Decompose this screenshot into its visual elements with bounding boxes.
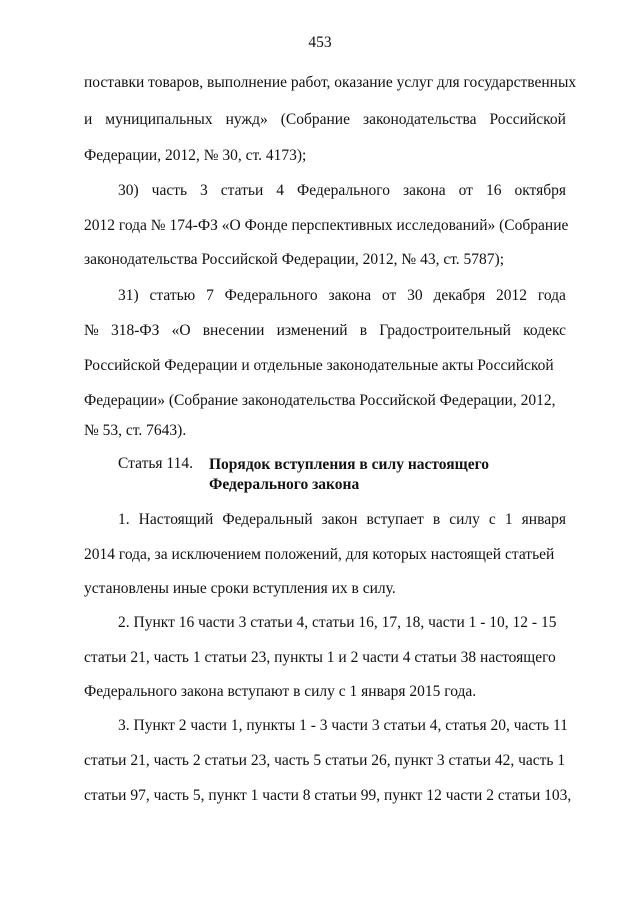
word: декабря (433, 287, 486, 304)
word: 7 (206, 287, 214, 304)
word: Федерального (296, 182, 390, 199)
word: нужд» (225, 111, 268, 128)
article-label: Статья 114. (118, 455, 193, 472)
text-line-justified (118, 510, 566, 530)
word: в (359, 322, 368, 339)
word: 4 (276, 182, 284, 199)
word: 16 (485, 182, 502, 199)
word: с (488, 511, 496, 528)
word: 1. (118, 511, 130, 528)
word: 30) (118, 182, 139, 199)
word: Федерального (224, 287, 318, 304)
word: статью (149, 287, 196, 304)
text-line: № 53, ст. 7643). (84, 422, 187, 439)
text-line: Федерации» (Собрание законодательства Российской Федерации, 2012, (84, 392, 556, 409)
word: внесении (202, 322, 265, 339)
text-line-justified (84, 321, 566, 341)
word: кодекс (523, 322, 566, 339)
text-line: 2. Пункт 16 части 3 статьи 4, статьи 16, 17, 18, части 1 - 10, 12 - 15 (118, 614, 557, 631)
word: 2012 (496, 287, 528, 304)
word: Федеральный (222, 511, 313, 528)
word: Градостроительный (379, 322, 511, 339)
text-line-justified (118, 181, 566, 201)
word: № (84, 322, 99, 339)
word: закона (402, 182, 446, 199)
word: законодательства (362, 111, 477, 128)
word: статьи (220, 182, 264, 199)
text-line-justified (84, 110, 566, 130)
word: вступает (366, 511, 424, 528)
text-line: установлены иные сроки вступления их в силу. (84, 580, 396, 597)
word: 3 (200, 182, 208, 199)
text-line: законодательства Российской Федерации, 2012, № 43, ст. 5787); (84, 251, 505, 268)
text-line: Федерального закона вступают в силу с 1 января 2015 года. (84, 683, 477, 700)
word: от (382, 287, 397, 304)
word: 318-ФЗ (110, 322, 160, 339)
word: января (521, 511, 566, 528)
word: изменений (276, 322, 348, 339)
word: Настоящий (138, 511, 214, 528)
text-line: статьи 21, часть 2 статьи 23, часть 5 статьи 26, пункт 3 статьи 42, часть 1 (84, 752, 566, 769)
text-line: Федерации, 2012, № 30, ст. 4173); (84, 147, 307, 164)
text-line: Российской Федерации и отдельные законодательные акты Российской (84, 357, 554, 374)
word: в (432, 511, 441, 528)
text-line: 2014 года, за исключением положений, для которых настоящей статьей (84, 546, 555, 563)
text-line: 3. Пункт 2 части 1, пункты 1 - 3 части 3 статьи 4, статья 20, часть 11 (118, 717, 568, 734)
word: силу (449, 511, 480, 528)
word: года (537, 287, 566, 304)
article-title (209, 455, 489, 495)
text-line: статьи 97, часть 5, пункт 1 части 8 статьи 99, пункт 12 части 2 статьи 103, (84, 787, 572, 804)
word: октября (514, 182, 566, 199)
word: и (84, 111, 93, 128)
word: от (458, 182, 473, 199)
word: Российской (489, 111, 566, 128)
word: закона (328, 287, 372, 304)
word: 30 (407, 287, 423, 304)
text-line: поставки товаров, выполнение работ, оказание услуг для государственных (84, 74, 577, 91)
word: муниципальных (105, 111, 213, 128)
article-title-line: Федерального закона (209, 476, 360, 493)
article-title-line: Порядок вступления в силу настоящего (209, 456, 489, 473)
word: 31) (118, 287, 139, 304)
word: часть (151, 182, 188, 199)
word: закон (321, 511, 358, 528)
text-line-justified (118, 286, 566, 306)
word: 1 (504, 511, 513, 528)
text-line: статьи 21, часть 1 статьи 23, пункты 1 и 2 части 4 статьи 38 настоящего (84, 649, 556, 666)
word: (Собрание (280, 111, 350, 128)
text-line: 2012 года № 174-ФЗ «О Фонде перспективных исследований» (Собрание (84, 217, 569, 234)
word: «О (171, 322, 191, 339)
page-number: 453 (308, 34, 332, 51)
